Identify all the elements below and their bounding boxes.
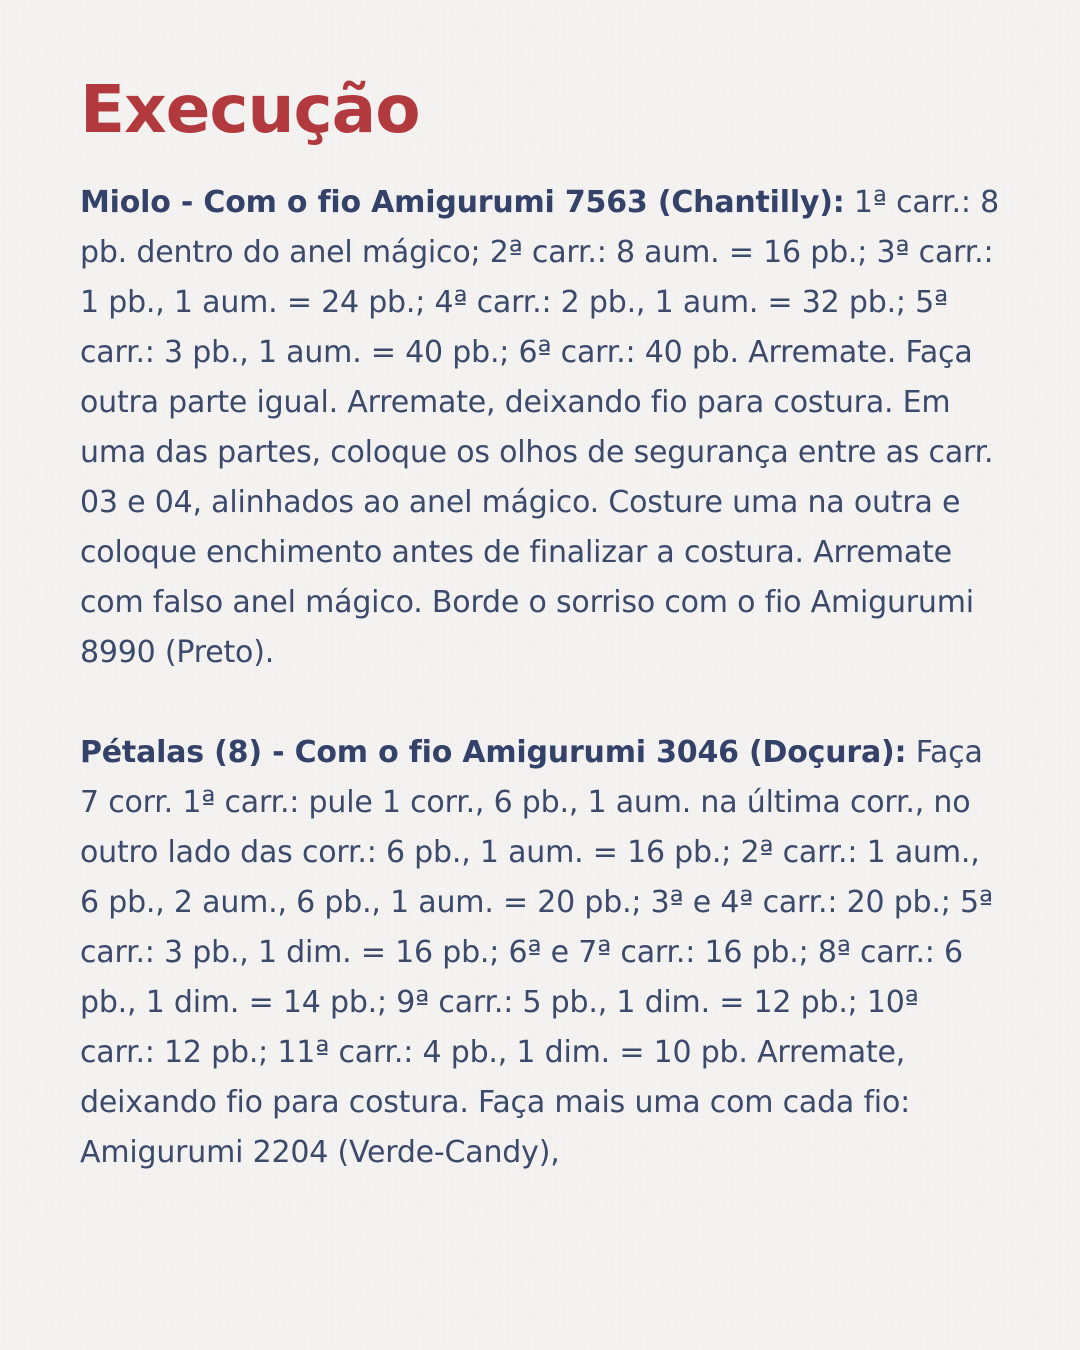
section-miolo xyxy=(80,178,1000,678)
instructions-page xyxy=(80,70,1000,1178)
section-petalas xyxy=(80,728,1000,1178)
page-title: Execução xyxy=(80,71,420,148)
section-heading: Miolo - Com o fio Amigurumi 7563 (Chantilly): xyxy=(80,185,845,220)
section-text: Faça 7 corr. 1ª carr.: pule 1 corr., 6 pb., 1 aum. na última corr., no outro lado das corr.: 6 pb., 1 aum. = 16 pb.; 2ª carr.: 1 aum., 6 pb., 2 aum., 6 pb., 1 aum. = 20 pb.; 3ª e 4ª carr.: 20 pb.; 5ª carr.: 3 pb., 1 dim. = 16 pb.; 6ª e 7ª carr.: 16 pb.; 8ª carr.: 6 pb., 1 dim. = 14 pb.; 9ª carr.: 5 pb., 1 dim. = 12 pb.; 10ª carr.: 12 pb.; 11ª carr.: 4 pb., 1 dim. = 10 pb. Arremate, deixando fio para costura. Faça mais uma com cada fio: Amigurumi 2204 (Verde-Candy), xyxy=(80,735,993,1170)
section-text: 1ª carr.: 8 pb. dentro do anel mágico; 2ª carr.: 8 aum. = 16 pb.; 3ª carr.: 1 pb., 1 aum. = 24 pb.; 4ª carr.: 2 pb., 1 aum. = 32 pb.; 5ª carr.: 3 pb., 1 aum. = 40 pb.; 6ª carr.: 40 pb. Arremate. Faça outra parte igual. Arremate, deixando fio para costura. Em uma das partes, coloque os olhos de segurança entre as carr. 03 e 04, alinhados ao anel mágico. Costure uma na outra e coloque enchimento antes de finalizar a costura. Arremate com falso anel mágico. Borde o sorriso com o fio Amigurumi 8990 (Preto). xyxy=(80,185,1000,670)
section-heading: Pétalas (8) - Com o fio Amigurumi 3046 (Doçura): xyxy=(80,735,907,770)
